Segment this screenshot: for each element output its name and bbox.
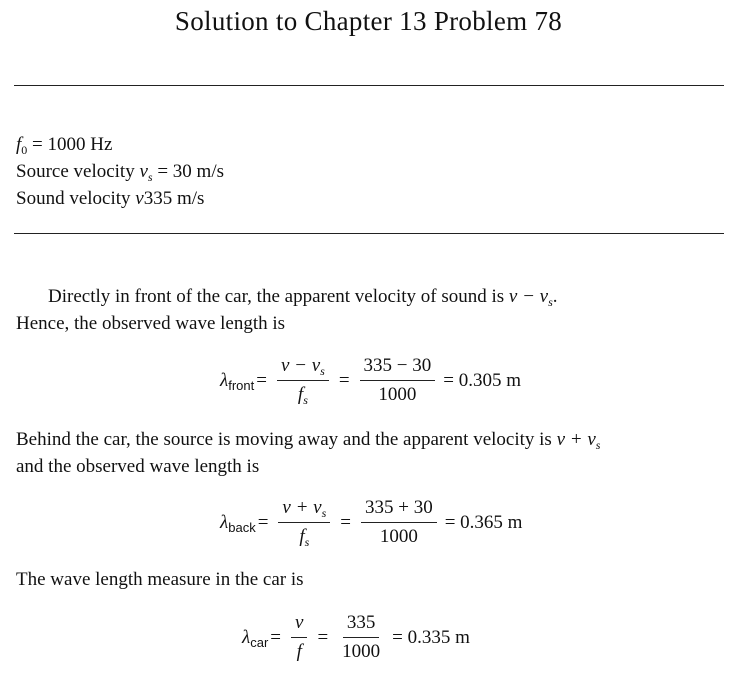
fraction-numeric <box>360 355 436 406</box>
paragraph-front <box>16 283 724 337</box>
denominator-text: 1000 <box>378 384 417 405</box>
subscript: s <box>320 364 325 378</box>
denominator <box>295 523 313 548</box>
lambda-symbol: λ <box>242 626 251 648</box>
symbol-f: f <box>16 134 22 155</box>
period: . <box>552 286 558 307</box>
numerator-text: 335 − 30 <box>360 355 436 381</box>
given-sound-velocity <box>16 188 204 210</box>
denominator-text: f <box>296 641 302 662</box>
lambda-symbol: λ <box>220 511 229 533</box>
lambda-symbol: λ <box>220 369 229 391</box>
symbol-nu: ν <box>135 188 144 209</box>
subscript: 0 <box>21 143 28 157</box>
paragraph-back <box>16 426 728 480</box>
subscript: car <box>250 634 269 650</box>
numerator <box>277 355 329 381</box>
subscript: s <box>304 535 310 549</box>
fraction-numeric <box>338 612 384 663</box>
given-frequency <box>16 134 112 156</box>
page-title: Solution to Chapter 13 Problem 78 <box>174 6 563 36</box>
divider-top <box>14 85 724 86</box>
equals-sign: = <box>338 369 350 391</box>
paragraph-text: The wave length measure in the car is <box>16 569 304 590</box>
numerator-text: ν <box>291 612 307 638</box>
equals-sign: = <box>257 511 269 533</box>
subscript: s <box>147 170 153 184</box>
equation-result: = 0.305 m <box>443 369 522 391</box>
math-inline: ν − ν <box>508 286 549 307</box>
subscript: s <box>595 438 601 452</box>
given-source-velocity <box>16 161 224 183</box>
subscript: s <box>321 506 327 520</box>
fraction-numeric <box>361 497 437 548</box>
equals-sign: = <box>256 369 267 391</box>
denominator-text: f <box>299 526 305 547</box>
value-text: = 30 m/s <box>152 161 224 182</box>
equals-sign: = <box>270 626 282 648</box>
numerator-text: 335 + 30 <box>361 497 437 523</box>
subscript: back <box>228 519 256 535</box>
equation-result: = 0.335 m <box>392 626 470 648</box>
paragraph-car <box>16 566 728 593</box>
fraction-symbolic <box>278 497 330 548</box>
lambda-front <box>220 370 254 392</box>
value-text: = 1000 Hz <box>27 134 113 155</box>
divider-middle <box>14 233 724 234</box>
paragraph-text: Behind the car, the source is moving away and the apparent velocity is <box>16 429 557 450</box>
denominator-text: 1000 <box>379 526 418 547</box>
numerator-text: ν + ν <box>282 497 322 518</box>
equals-sign: = <box>317 626 329 648</box>
denominator-text: f <box>297 384 304 405</box>
subscript: front <box>228 377 255 393</box>
numerator-text: 335 <box>343 612 380 638</box>
numerator-text: ν − ν <box>280 355 321 376</box>
fraction-symbolic <box>291 612 307 663</box>
symbol-nu: ν <box>139 161 148 182</box>
fraction-symbolic <box>277 355 329 406</box>
value-text: 335 m/s <box>143 188 205 209</box>
math-inline: ν + ν <box>556 429 596 450</box>
numerator <box>278 497 330 523</box>
label-text: Source velocity <box>16 161 140 182</box>
paragraph-text: and the observed wave length is <box>16 456 260 477</box>
subscript: s <box>548 295 553 309</box>
lambda-car <box>242 627 268 649</box>
paragraph-text: Directly in front of the car, the apparent velocity of sound is <box>48 286 509 307</box>
equation-car <box>242 612 470 663</box>
paragraph-text: Hence, the observed wave length is <box>16 313 286 334</box>
equation-result: = 0.365 m <box>444 511 523 533</box>
denominator-text: 1000 <box>342 641 381 662</box>
equation-back <box>220 497 522 548</box>
equals-sign: = <box>340 511 351 533</box>
lambda-back <box>220 512 256 534</box>
label-text: Sound velocity <box>16 188 136 209</box>
subscript: s <box>303 393 308 407</box>
equation-front <box>220 355 521 406</box>
denominator <box>294 381 312 406</box>
